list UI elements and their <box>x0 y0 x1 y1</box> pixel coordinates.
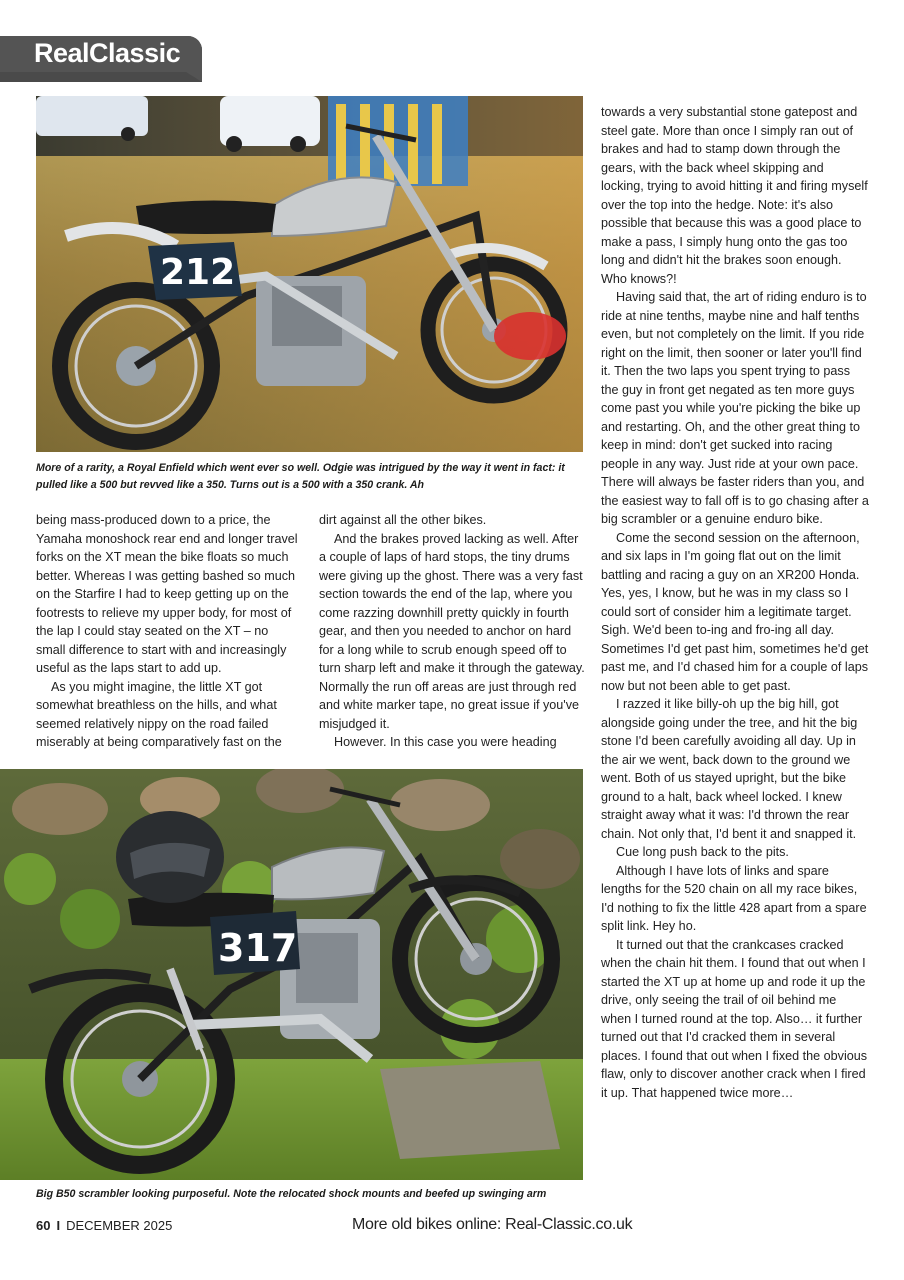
paragraph: Having said that, the art of riding enduro is to ride at nine tenths, maybe nine and half tenths even, but not completely on the limit. If you ride right on the limit, then sooner or later you'll find it. Then the two laps you spent trying to pass the guy in front get negated as ten more guys come past you while you're picking the bike up and restarting. Oh, and the other great thing to keep in mind: don't get sucked into racing people in any way. Just ride at your own pace. There will always be faster riders than you, and the easiest way to fall off is to go chasing after a big scrambler or a genuine enduro bike. <box>601 290 869 526</box>
race-number-212: 212 <box>160 252 236 293</box>
paragraph: It turned out that the crankcases cracked when the chain hit them. I found that out when I started the XT up at home up and rode it up the drive, only seeing the trail of oil behind me when I turned round at the top. Also… it further turned out that I'd cracked them in several places. I found that out when I fixed the obvious flaw, only to discover another crack when I fired it up. That happened twice more… <box>601 937 868 1100</box>
photo-bsa-b50 <box>0 769 583 1180</box>
brand-logo: RealClassic <box>34 38 181 68</box>
column-middle <box>319 511 585 752</box>
paragraph: However. In this case you were heading <box>334 735 557 749</box>
photo-royal-enfield <box>36 96 583 452</box>
paragraph: As you might imagine, the little XT got somewhat breathless on the hills, and what seemed relatively nippy on the road failed miserably at being comparatively fast on the <box>36 679 282 749</box>
photo-caption-top: More of a rarity, a Royal Enfield which went ever so well. Odgie was intrigued by the way it went in fact: it pulled like a 500 but revved like a 350. Turns out is a 500 with a 350 crank. Ah <box>36 462 565 491</box>
paragraph: dirt against all the other bikes. <box>319 513 487 527</box>
paragraph: I razzed it like billy-oh up the big hill, got alongside going under the tree, and hit the big stone I'd been carefully avoiding all day. Up in the air we went, back down to the ground we went. Both of us stayed upright, but the bike ground to a halt, back wheel locked. I knew straight away what it was: I'd thrown the rear chain. Not only that, I'd bent it and snapped it. <box>601 697 858 841</box>
royal-enfield-illustration <box>36 96 583 452</box>
footer-tagline[interactable]: More old bikes online: Real-Classic.co.uk <box>352 1216 633 1233</box>
race-number-317: 317 <box>218 926 298 970</box>
folio-separator: I <box>56 1218 61 1233</box>
photo-caption-bottom: Big B50 scrambler looking purposeful. Note the relocated shock mounts and beefed up swinging arm <box>36 1188 547 1200</box>
paragraph: Come the second session on the afternoon, and six laps in I'm going flat out on the limit battling and racing a guy on an XR200 Honda. Yes, yes, I know, but he was in my class so I could sort of consider him a legitimate target. Sigh. We'd been to-ing and fro-ing all day. Sometimes I'd get past him, sometimes he'd get past me, and I'd chased him for a couple of laps now but not been able to get past. <box>601 530 869 693</box>
masthead <box>0 36 202 82</box>
column-right <box>601 103 869 1102</box>
paragraph: being mass-produced down to a price, the Yamaha monoshock rear end and longer travel forks on the XT mean the bike floats so much better. Whereas I was getting bashed so much on the Starfire I had to keep getting up on the footrests to relieve my upper body, for most of the lap I could stay seated on the XT – no small difference to start with and increasingly useful as the laps start to add up. <box>36 513 298 675</box>
bsa-b50-illustration <box>0 769 583 1180</box>
paragraph: Cue long push back to the pits. <box>616 845 789 859</box>
issue-date: DECEMBER 2025 <box>66 1218 173 1233</box>
page-folio <box>36 1218 172 1233</box>
column-left <box>36 511 301 752</box>
paragraph: Although I have lots of links and spare lengths for the 520 chain on all my race bikes, I'd nothing to fix the little 428 apart from a spare split link. Hey ho. <box>601 863 867 933</box>
paragraph: towards a very substantial stone gatepost and steel gate. More than once I simply ran out of brakes and had to stamp down through the gears, with the back wheel skipping and locking, trying to avoid hitting it and firing myself over the top into the hedge. Note: it's also possible that because this was a good place to make a pass, I simply hung onto the gas too long and didn't hit the brakes soon enough. Who knows?! <box>601 105 868 286</box>
paragraph: And the brakes proved lacking as well. After a couple of laps of hard stops, the tiny drums were giving up the ghost. There was a very fast section towards the end of the lap, where you come razzing downhill pretty quickly in fourth gear, and then you needed to anchor on hard for a long while to scrub enough speed off to turn sharp left and make it through the gateway. Normally the run off areas are just through red and white marker tape, no great issue if you've misjudged it. <box>319 531 585 731</box>
page-number: 60 <box>36 1218 51 1233</box>
masthead-notch <box>186 72 202 82</box>
